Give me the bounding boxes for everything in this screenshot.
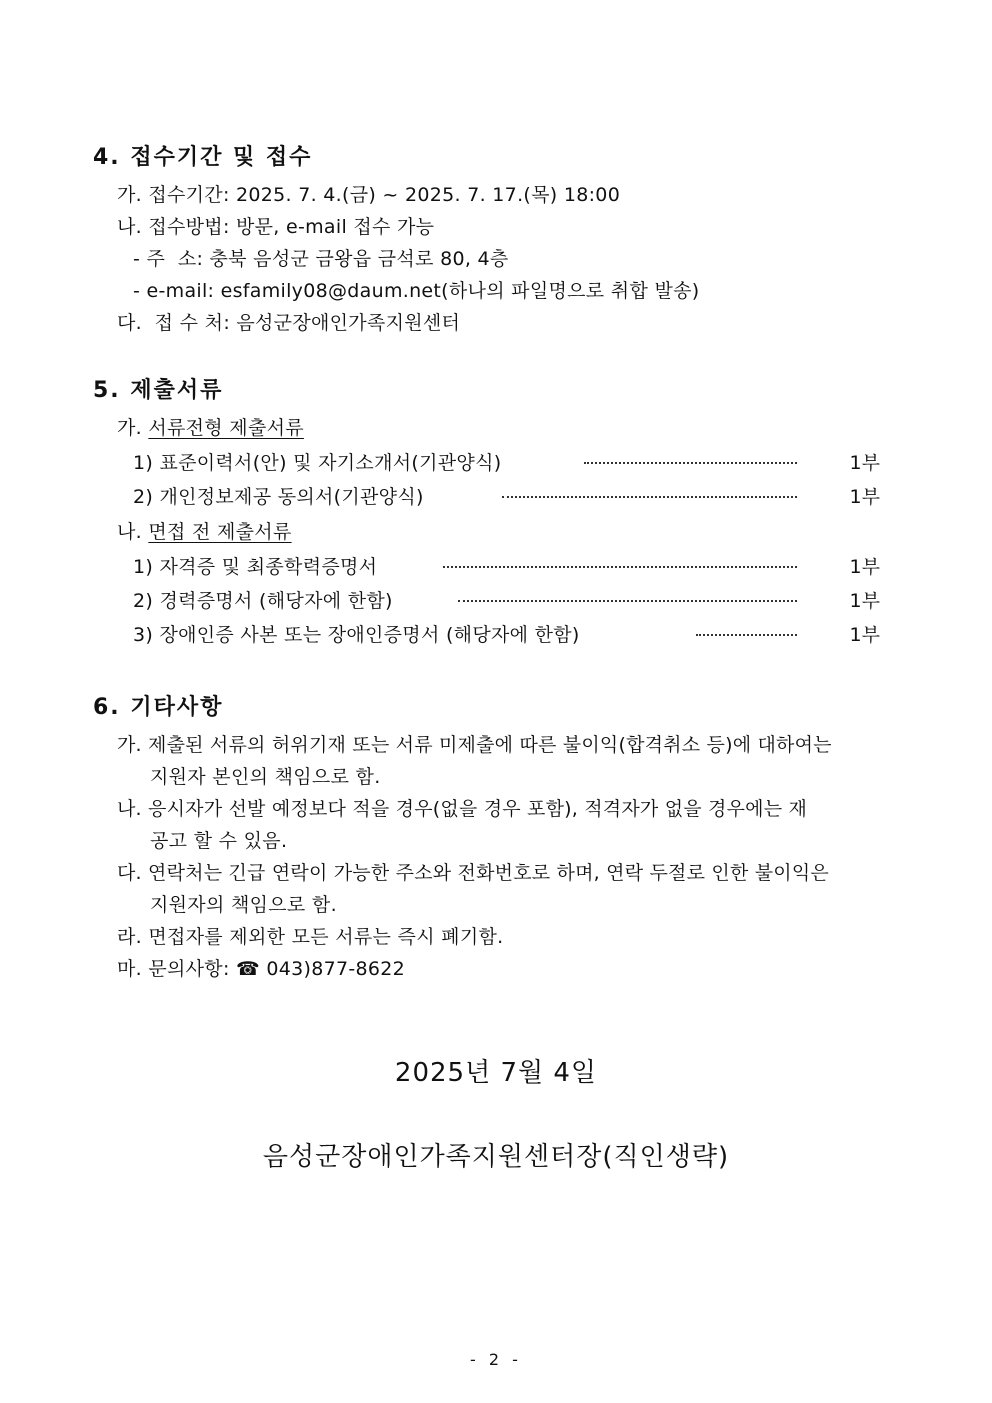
leader-dots [443,566,797,568]
section-5-title: 5. 제출서류 [93,378,224,403]
doc-item-label: 3) 장애인증 사본 또는 장애인증명서 (해당자에 한함) [133,624,580,646]
section-6-item-b-cont: 공고 할 수 있음. [150,830,288,852]
section-5-item-a [117,413,304,440]
section-4-address: - 주 소: 충북 음성군 금왕읍 금석로 80, 4층 [133,248,509,270]
signature-line: 음성군장애인가족지원센터장(직인생략) [262,1142,730,1172]
section-4-email: - e-mail: esfamily08@daum.net(하나의 파일명으로 취합 발송) [133,280,700,302]
section-6-item-e [117,954,405,981]
section-5-b-label: 면접 전 제출서류 [148,521,292,543]
contact-label: 마. 문의사항: [117,958,230,980]
doc-item-label: 2) 경력증명서 (해당자에 한함) [133,590,393,612]
section-6-item-c: 다. 연락처는 긴급 연락이 가능한 주소와 전화번호로 하며, 연락 두절로 인한 불이익은 [117,862,829,884]
leader-dots [584,462,797,464]
section-6-item-a: 가. 제출된 서류의 허위기재 또는 서류 미제출에 따른 불이익(합격취소 등)에 대하여는 [117,734,832,756]
doc-item-label: 2) 개인정보제공 동의서(기관양식) [133,486,424,508]
section-6-item-d: 라. 면접자를 제외한 모든 서류는 즉시 폐기함. [117,926,504,948]
phone-icon: ☎ [236,958,260,980]
section-4-item-a: 가. 접수기간: 2025. 7. 4.(금) ~ 2025. 7. 17.(목) 18:00 [117,184,621,206]
section-6-item-a-cont: 지원자 본인의 책임으로 함. [150,766,381,788]
section-5-a-label: 서류전형 제출서류 [148,417,304,439]
doc-item-count: 1부 [849,556,880,578]
contact-phone: 043)877-8622 [266,958,406,980]
section-5-a-prefix: 가. [117,417,142,439]
doc-item-count: 1부 [849,452,880,474]
section-4-item-b: 나. 접수방법: 방문, e-mail 접수 가능 [117,216,435,238]
section-6-item-b: 나. 응시자가 선발 예정보다 적을 경우(없을 경우 포함), 적격자가 없을 경우에는 재 [117,798,808,820]
doc-item-label: 1) 표준이력서(안) 및 자기소개서(기관양식) [133,452,502,474]
section-6-item-c-cont: 지원자의 책임으로 함. [150,894,337,916]
page-number: - 2 - [470,1350,522,1369]
section-4-item-c: 다. 접 수 처: 음성군장애인가족지원센터 [117,312,461,334]
leader-dots [502,496,797,498]
section-4-title: 4. 접수기간 및 접수 [93,145,313,170]
section-5-b-prefix: 나. [117,521,142,543]
doc-item-count: 1부 [849,590,880,612]
section-6-title: 6. 기타사항 [93,695,224,720]
doc-item-label: 1) 자격증 및 최종학력증명서 [133,556,378,578]
leader-dots [696,634,797,636]
document-date: 2025년 7월 4일 [394,1058,598,1088]
leader-dots [458,600,797,602]
section-5-item-b [117,517,292,544]
doc-item-count: 1부 [849,624,880,646]
doc-item-count: 1부 [849,486,880,508]
